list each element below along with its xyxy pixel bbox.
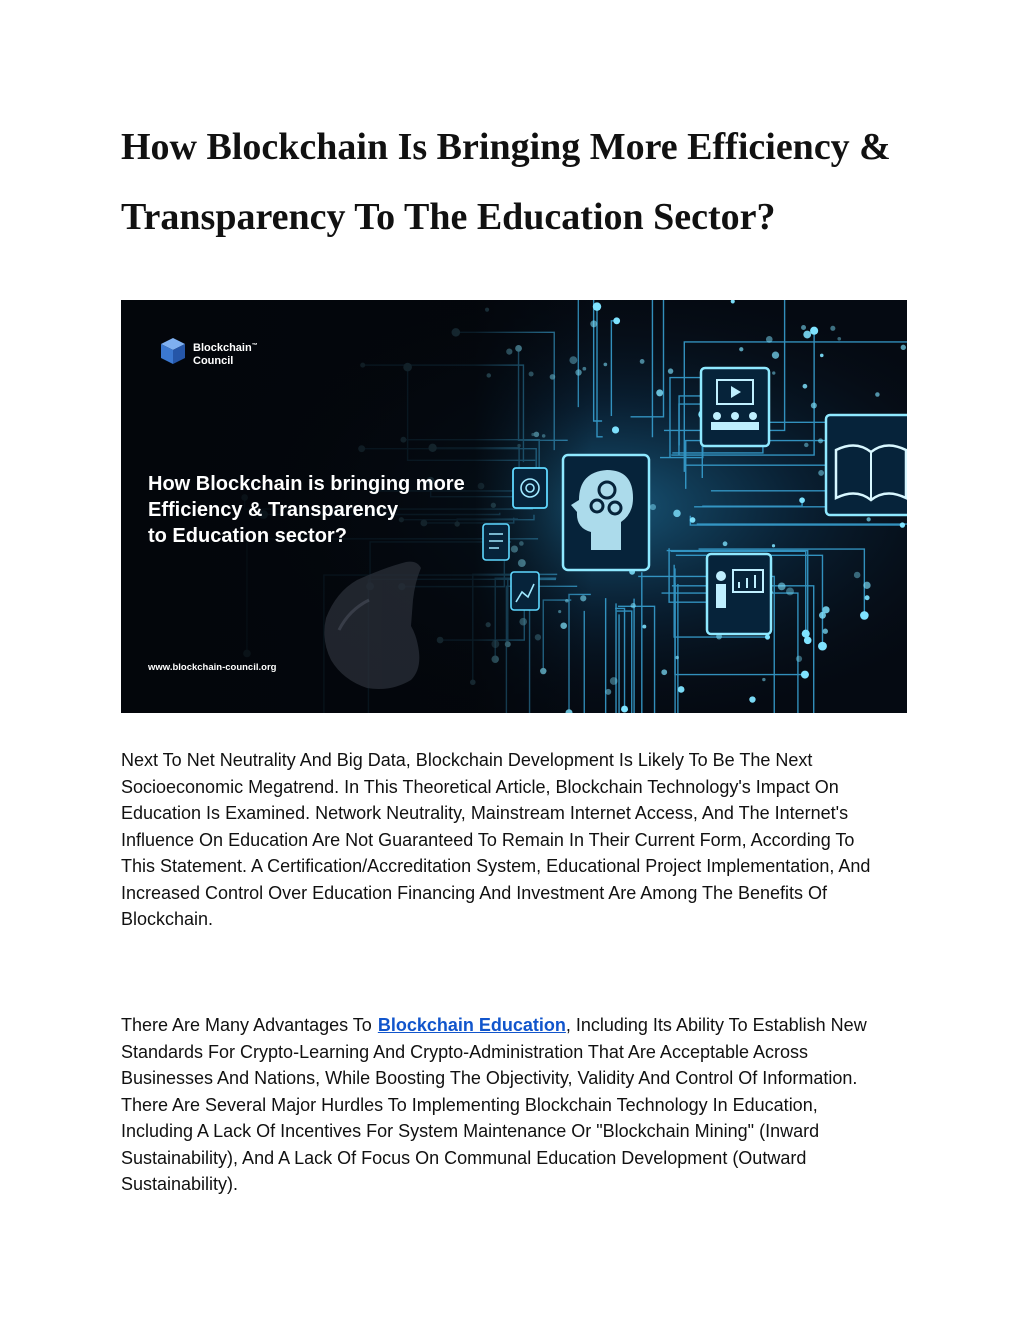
paragraph-2-intro: There Are Many Advantages To xyxy=(121,1015,372,1035)
video-classroom-icon xyxy=(701,368,769,446)
document-icon xyxy=(483,524,509,560)
open-book-icon xyxy=(826,415,907,515)
target-icon xyxy=(513,468,547,508)
paragraph-2 xyxy=(121,1012,881,1198)
teacher-board-icon xyxy=(707,554,771,634)
hero-headline-line-3: to Education sector? xyxy=(148,525,347,547)
page-title: How Blockchain Is Bringing More Efficiency & Transparency To The Education Sector? xyxy=(121,126,891,238)
brain-gears-icon xyxy=(563,455,649,570)
hero-graphic xyxy=(121,300,907,713)
chart-icon xyxy=(511,572,539,610)
hero-headline-line-1: How Blockchain is bringing more xyxy=(148,473,465,495)
logo-line-1: Blockchain xyxy=(193,342,252,354)
logo-trademark: ™ xyxy=(251,343,258,349)
hero-url: www.blockchain-council.org xyxy=(148,662,277,673)
hero-image xyxy=(121,300,907,713)
paragraph-1: Next To Net Neutrality And Big Data, Blockchain Development Is Likely To Be The Next Socioeconomic Megatrend. In This Theoretical Article, Blockchain Technology's Impact On Education Is Examined. Network Neutrality, Mainstream Internet Access, And The Internet's Influence On Education Are Not Guaranteed To Remain In Their Current Form, According To This Statement. A Certification/Accreditation System, Educational Project Implementation, And Increased Control Over Education Financing And Investment Are Among The Benefits Of Blockchain. xyxy=(121,750,871,929)
paragraph-2-rest: , Including Its Ability To Establish New Standards For Crypto-Learning And Crypto-Administration That Are Acceptable Across Businesses And Nations, While Boosting The Objectivity, Validity And Control Of Information. There Are Several Major Hurdles To Implementing Blockchain Technology In Education, Including A Lack Of Incentives For System Maintenance Or "Blockchain Mining" (Inward Sustainability), And A Lack Of Focus On Communal Education Development (Outward Sustainability). xyxy=(121,1015,867,1194)
blockchain-education-link[interactable]: Blockchain Education xyxy=(377,1015,566,1035)
logo-line-2: Council xyxy=(193,355,234,367)
svg-text:Blockchain™ xyxy=(193,342,258,354)
hero-headline-line-2: Efficiency & Transparency xyxy=(148,499,399,521)
